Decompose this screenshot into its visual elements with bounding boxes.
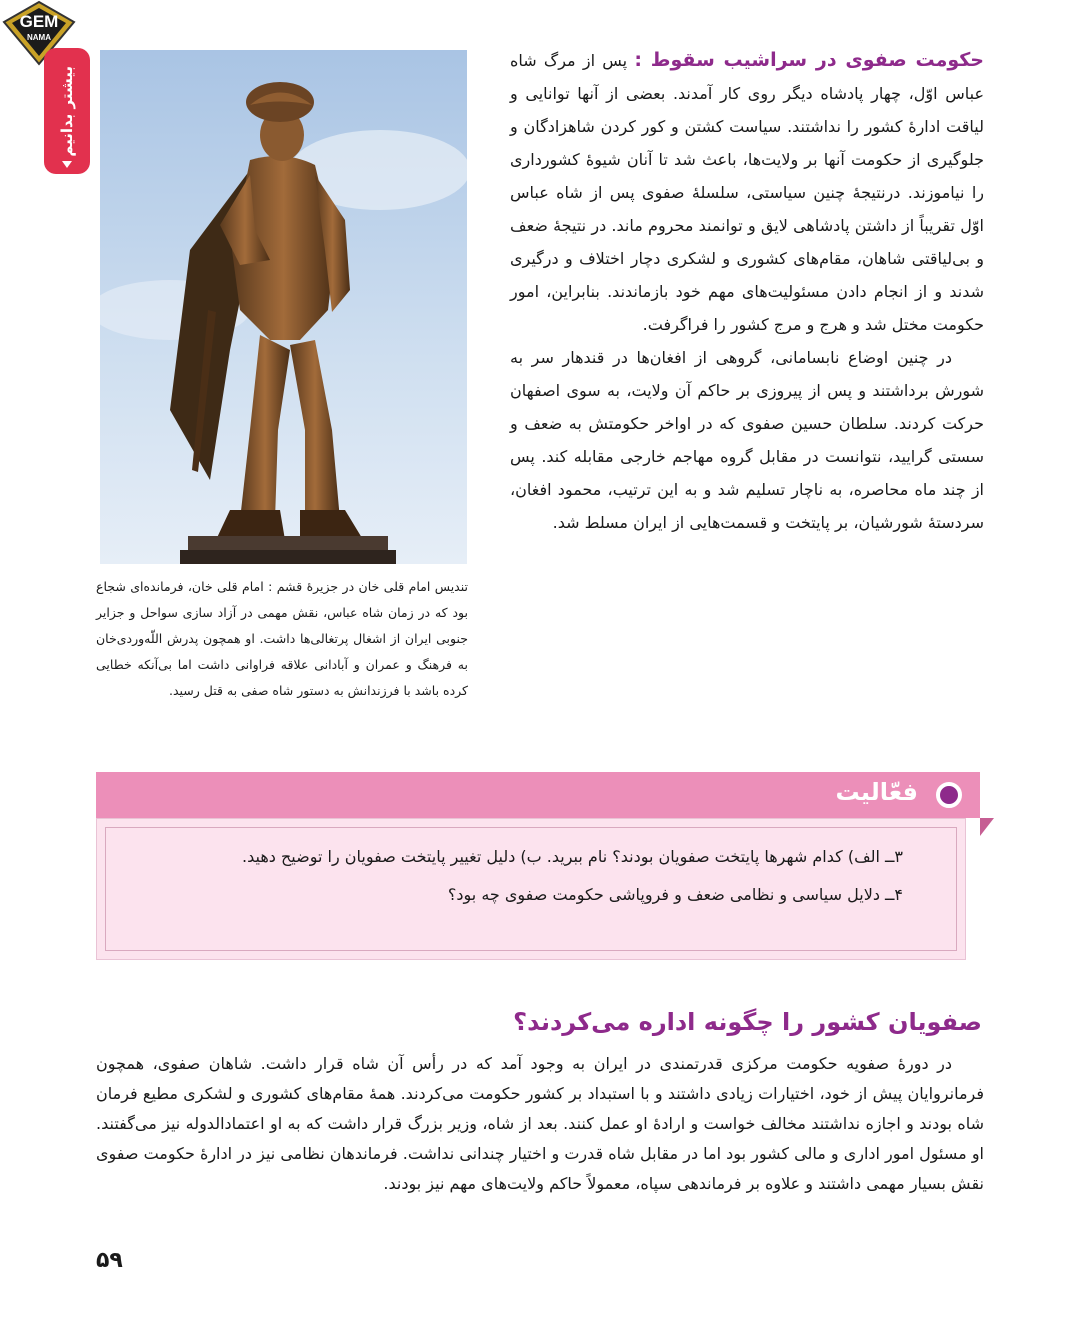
statue-photo <box>100 50 467 564</box>
activity-header <box>96 772 980 818</box>
main-paragraph-1-text: پس از مرگ شاه عباس اوّل، چهار پادشاه دیگر روی کار آمدند. بعضی از آنها توانایی و لیاقت ادارۀ کشور را نداشتند. سیاست کشتن و کور کردن شاهزادگان و جلوگیری از حکومت آنها بر ولایت‌ها، باعث شد تا آنان شیوۀ کشورداری را نیاموزند. درنتیجۀ چنین سیاستی، سلسلۀ صفوی پس از شاه عباس اوّل تقریباً از داشتن پادشاهی لایق و توانمند محروم ماند. در نتیجۀ ضعف و بی‌لیاقتی شاهان، مقام‌های کشوری و لشکری دچار اختلاف و درگیری شدند و از انجام دادن مسئولیت‌های مهم خود بازماندند. بنابراین، امور حکومت مختل شد و هرج و مرج کشور را فراگرفت. <box>510 51 984 334</box>
activity-question-4: ۴ــ دلایل سیاسی و نظامی ضعف و فروپاشی حکومت صفوی چه بود؟ <box>447 885 903 904</box>
photo-caption: تندیس امام قلی خان در جزیرۀ قشم : امام قلی خان، فرمانده‌ای شجاع بود که در زمان شاه عباس، نقش مهمی در آزاد سازی سواحل و جزایر جنوبی ایران از اشغال پرتغالی‌ها داشت. او همچون پدرش اللّه‌وردی‌خان به فرهنگ و عمران و آبادانی علاقه فراوانی داشت اما بی‌آنکه خطایی کرده باشد با فرزندانش به دستور شاه صفی به قتل رسید. <box>96 579 468 698</box>
page-number: ۵۹ <box>96 1248 123 1273</box>
activity-question-3: ۳ــ الف) کدام شهرها پایتخت صفویان بودند؟ نام ببرید. ب) دلیل تغییر پایتخت صفویان را توضیح دهید. <box>242 847 903 866</box>
section-paragraph: در دورۀ صفویه حکومت مرکزی قدرتمندی در ایران به وجود آمد که در رأس آن شاه قرار داشت. شاهان صفوی، همچون فرمانروایان پیش از خود، اختیارات زیادی داشتند و با استبداد بر کشور حکومت می‌کردند. همۀ مقام‌های کشوری و لشکری مطیع فرمان شاه بودند و اجازه نداشتند مخالف خواست و ارادۀ او عمل کنند. بعد از شاه، وزیر بزرگ قرار داشت که به او اعتمادالدوله نیز می‌گفتند. او مسئول امور اداری و مالی کشور بود اما در مقابل شاه قدرت و اختیار چندانی نداشت. فرماندهان نظامی نیز در ادارۀ حکومت صفوی نقش بسیار مهمی داشتند و علاوه بر فرماندهی سپاه، معمولاً حاکم ولایت‌های مهم نیز بودند. <box>96 1054 984 1193</box>
activity-box <box>96 772 980 960</box>
more-info-badge <box>44 48 90 174</box>
logo-bottom-text: NAMA <box>27 33 51 42</box>
logo-top-text: GEM <box>19 12 59 31</box>
more-info-badge-label: بیشتر بدانیم <box>58 65 76 157</box>
badge-arrow-icon <box>62 161 72 168</box>
activity-body <box>96 818 966 960</box>
main-heading: حکومت صفوی در سراشیب سقوط : <box>634 49 984 71</box>
main-paragraph-2: در چنین اوضاع نابسامانی، گروهی از افغان‌ها در قندهار سر به شورش برداشتند و پس از پیروزی بر حاکم آن ولایت، به سوی اصفهان حرکت کردند. سلطان حسین صفوی که در اواخر حکومتش به ضعف و سستی گرایید، نتوانست در مقابل گروه مهاجم خارجی مقابله کند. پس از چند ماه محاصره، به ناچار تسلیم شد و به این ترتیب، محمود افغان، سردستۀ شورشیان، بر پایتخت و قسمت‌هایی از ایران مسلط شد. <box>510 348 984 532</box>
activity-title: فعّالیت <box>835 778 918 806</box>
activity-circle-icon <box>936 782 962 808</box>
main-text-block <box>510 44 984 539</box>
activity-fold <box>980 818 994 836</box>
section-title: صفویان کشور را چگونه اداره می‌کردند؟ <box>513 1008 982 1036</box>
main-paragraph-1 <box>510 44 984 341</box>
